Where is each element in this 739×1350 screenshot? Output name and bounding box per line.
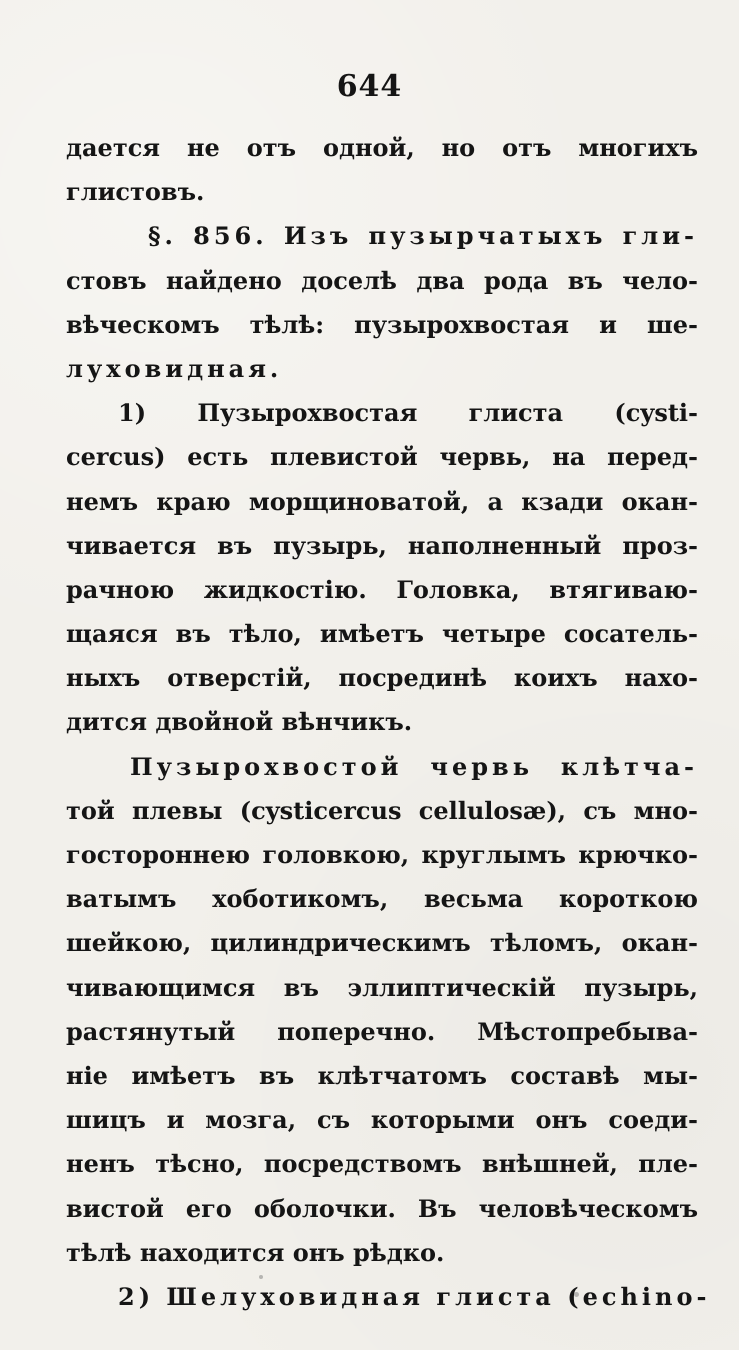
text-line: дится двойной вѣнчикъ. bbox=[66, 707, 413, 737]
paper-speck bbox=[574, 1292, 579, 1297]
text-line: вистой его оболочки. Въ человѣческомъ bbox=[66, 1193, 698, 1223]
text-line: стовъ найдено доселѣ два рода въ чело- bbox=[66, 265, 698, 295]
text-line: шицъ и мозга, съ которыми онъ соеди- bbox=[66, 1105, 698, 1135]
text-line: луховидная. bbox=[66, 353, 283, 383]
section-heading-line: §. 856. Изъ пузырчатыхъ гли- bbox=[148, 221, 698, 251]
text-line: ватымъ хоботикомъ, весьма короткою bbox=[66, 884, 698, 914]
text-line: рачною жидкостію. Головка, втягиваю- bbox=[66, 574, 698, 604]
page-text bbox=[66, 126, 711, 1319]
text-line: гостороннею головкою, круглымъ крючко- bbox=[66, 840, 698, 869]
text-line: cercus) есть плевистой червь, на перед- bbox=[66, 442, 698, 472]
text-line: ненъ тѣсно, посредствомъ внѣшней, пле- bbox=[66, 1149, 698, 1179]
paragraph-heading-line: Пузырохвостой червь клѣтча- bbox=[130, 751, 698, 781]
text-line: глистовъ. bbox=[66, 177, 205, 207]
text-line: щаяся въ тѣло, имѣетъ четыре сосатель- bbox=[66, 619, 698, 649]
page-number: 644 bbox=[336, 69, 403, 104]
paragraph-heading-line: 1) Пузырохвостая глиста (cysti- bbox=[118, 398, 698, 428]
text-line: дается не отъ одной, но отъ многихъ bbox=[66, 133, 698, 162]
text-line: растянутый поперечно. Мѣстопребыва- bbox=[66, 1016, 698, 1046]
text-line: чивается въ пузырь, наполненный проз- bbox=[66, 530, 698, 560]
text-line: чивающимся въ эллиптическій пузырь, bbox=[66, 972, 698, 1002]
text-line: ныхъ отверстій, посрединѣ коихъ нахо- bbox=[66, 663, 698, 693]
text-line: немъ краю морщиноватой, а кзади окан- bbox=[66, 486, 698, 516]
text-line: шейкою, цилиндрическимъ тѣломъ, окан- bbox=[66, 928, 698, 958]
text-line: тѣлѣ находится онъ рѣдко. bbox=[66, 1237, 445, 1267]
text-line: той плевы (cysticercus cellulosæ), съ мно- bbox=[66, 795, 698, 825]
paper-speck bbox=[259, 1275, 263, 1279]
paragraph-heading-line: 2) Шелуховидная глиста (echino- bbox=[118, 1281, 711, 1311]
text-line: вѣческомъ тѣлѣ: пузырохвостая и ше- bbox=[66, 309, 698, 339]
text-line: ніе имѣетъ въ клѣтчатомъ составѣ мы- bbox=[66, 1060, 698, 1090]
